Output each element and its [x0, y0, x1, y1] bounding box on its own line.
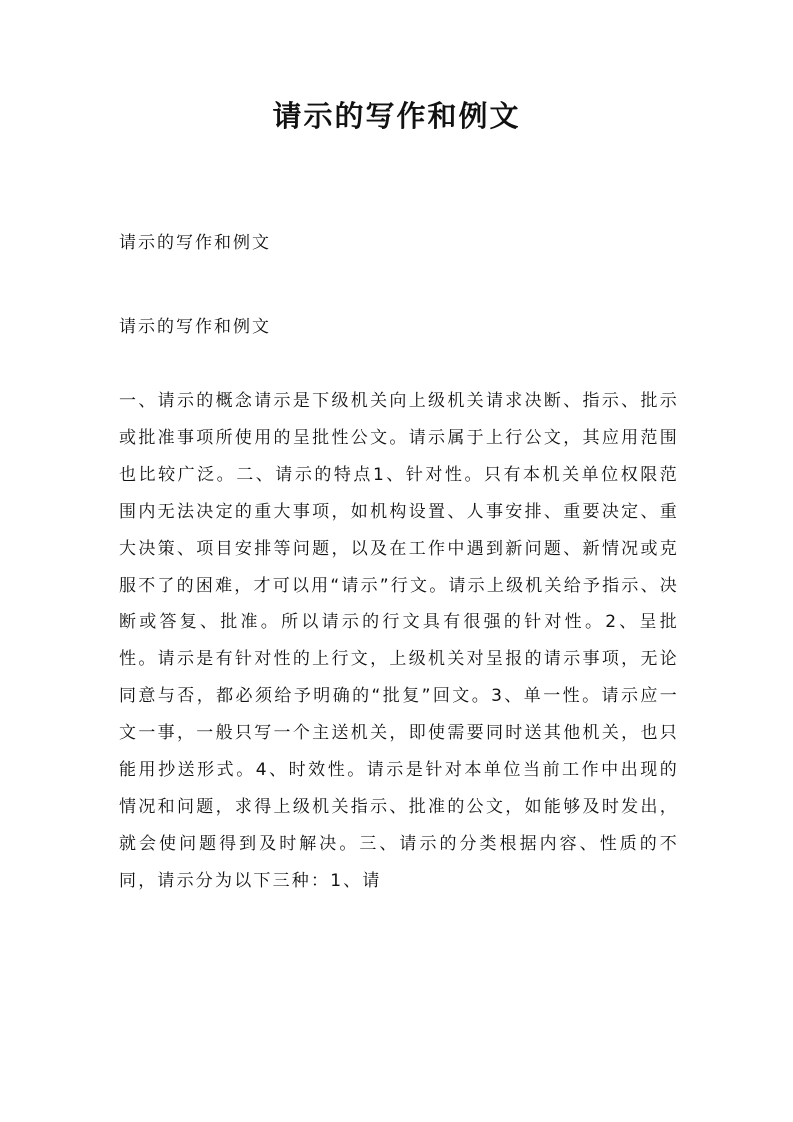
- document-subtitle-1: 请示的写作和例文: [119, 233, 271, 253]
- document-subtitle-2: 请示的写作和例文: [119, 317, 271, 337]
- document-title: 请示的写作和例文: [272, 99, 521, 133]
- document-body-paragraph: 一、请示的概念请示是下级机关向上级机关请求决断、指示、批示或批准事项所使用的呈批性公文。请示属于上行公文，其应用范围也比较广泛。二、请示的特点1、针对性。只有本机关单位权限范围内无法决定的重大事项，如机构设置、人事安排、重要决定、重大决策、项目安排等问题，以及在工作中遇到新问题、新情况或克服不了的困难，才可以用“请示”行文。请示上级机关给予指示、决断或答复、批准。所以请示的行文具有很强的针对性。2、呈批性。请示是有针对性的上行文，上级机关对呈报的请示事项，无论同意与否，都必须给予明确的“批复”回文。3、单一性。请示应一文一事，一般只写一个主送机关，即使需要同时送其他机关，也只能用抄送形式。4、时效性。请示是针对本单位当前工作中出现的情况和问题，求得上级机关指示、批准的公文，如能够及时发出，就会使问题得到及时解决。三、请示的分类根据内容、性质的不同，请示分为以下三种：1、请: [119, 391, 679, 891]
